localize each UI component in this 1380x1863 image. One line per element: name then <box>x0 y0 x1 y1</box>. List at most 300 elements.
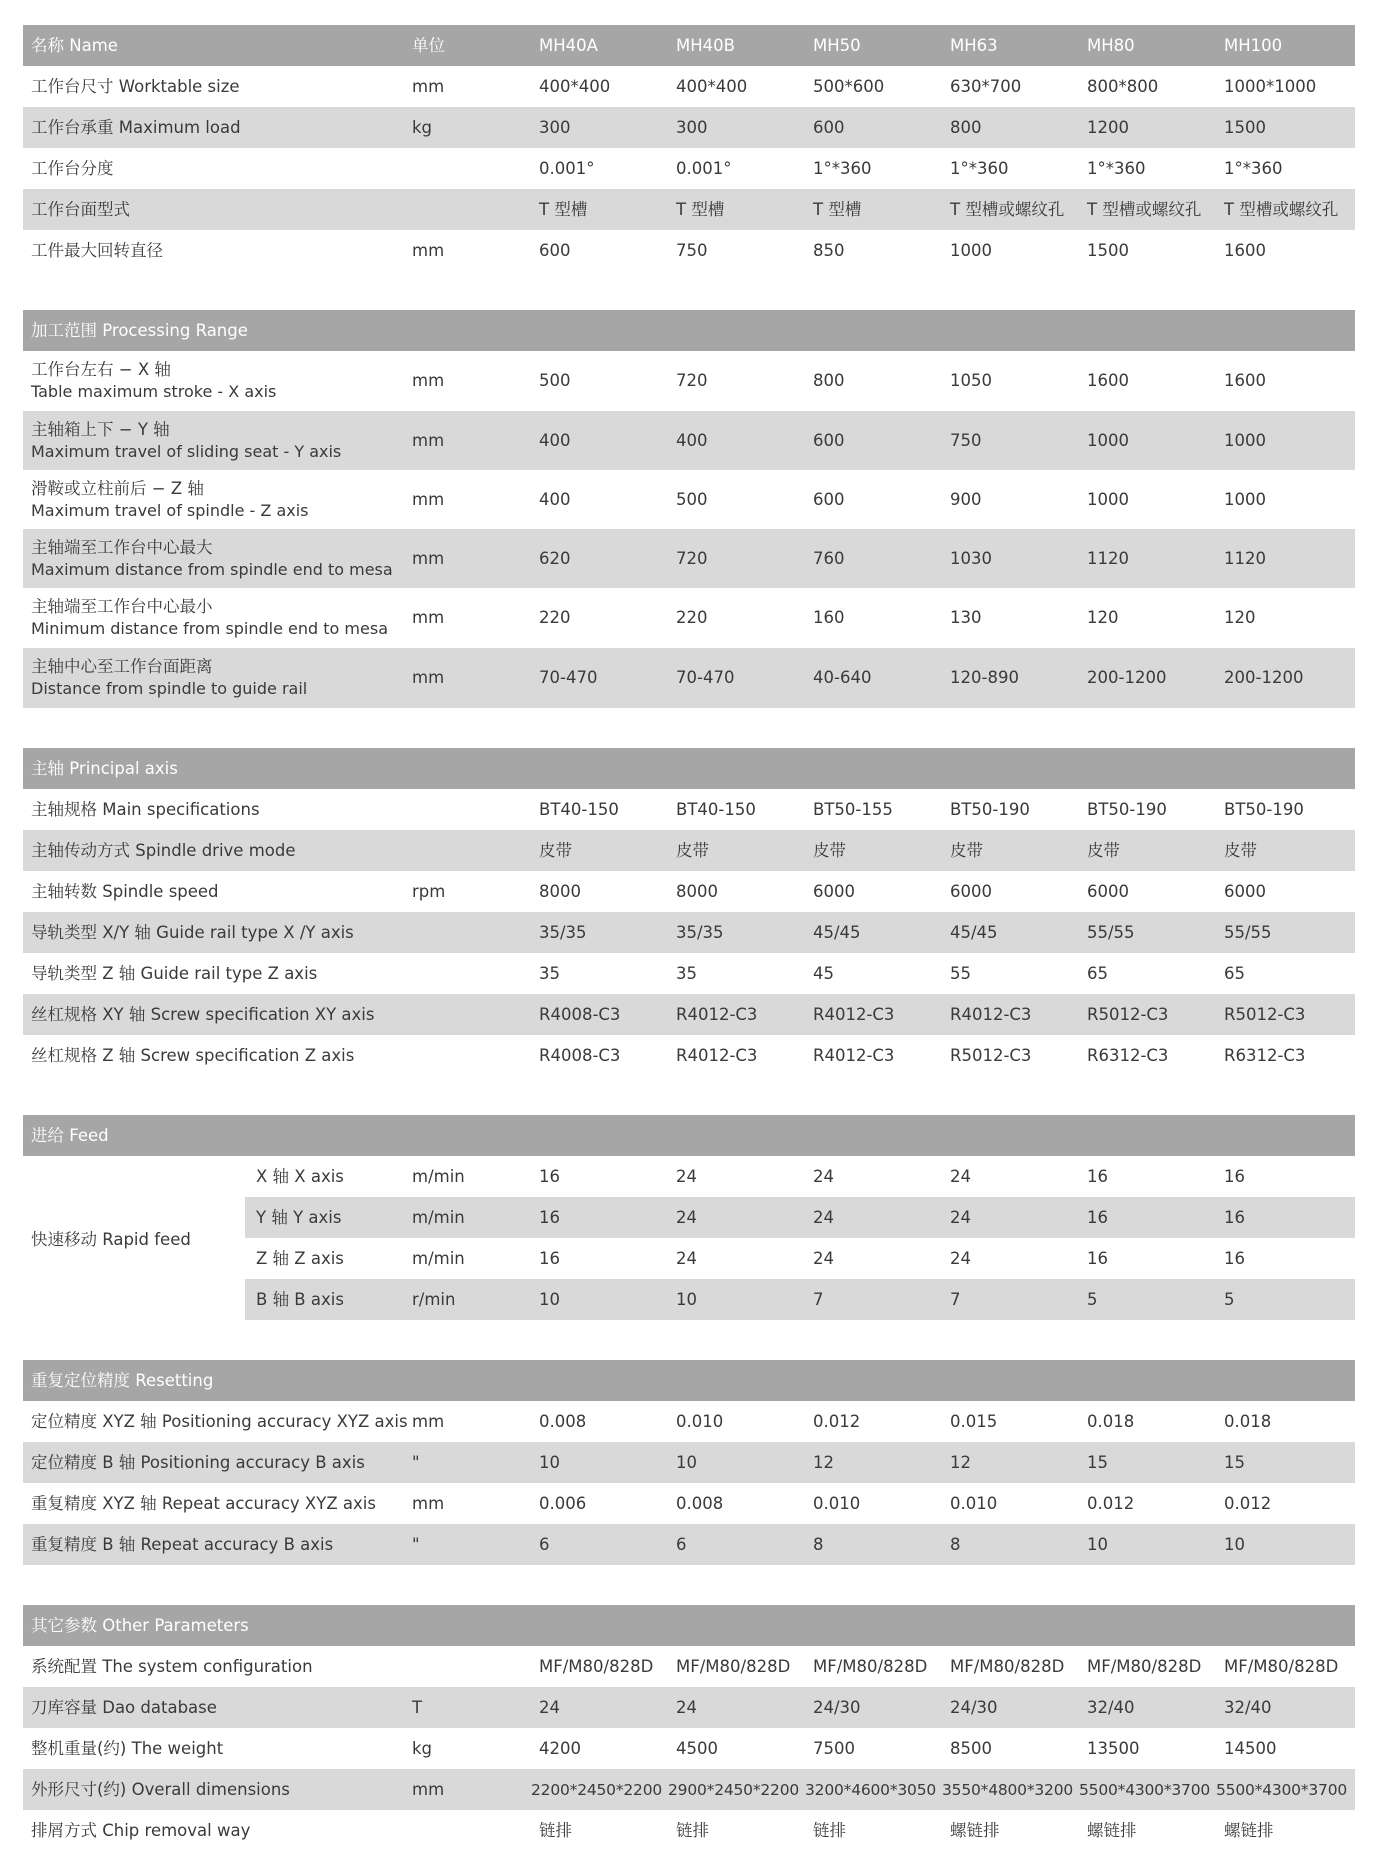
value-cell-text: 1030 <box>950 548 992 568</box>
value-cell <box>1087 1035 1168 1076</box>
value-cell <box>1087 1687 1135 1728</box>
param-label <box>31 529 393 589</box>
model-header <box>539 25 598 66</box>
value-cell-text: 40-640 <box>813 667 872 687</box>
value-cell <box>1087 1728 1140 1769</box>
value-cell <box>676 1279 697 1320</box>
value-cell <box>676 871 718 912</box>
value-cell-text: 10 <box>539 1289 560 1309</box>
value-cell-text: 70-470 <box>676 667 735 687</box>
value-cell-text: 130 <box>950 607 982 627</box>
value-cell-text: 12 <box>813 1452 834 1472</box>
value-cell <box>950 1401 997 1442</box>
table-row <box>23 1524 1355 1565</box>
unit-cell <box>412 411 444 471</box>
value-cell-text: 120-890 <box>950 667 1019 687</box>
value-cell-text: 45/45 <box>950 922 998 942</box>
value-cell-text: T 型槽或螺纹孔 <box>1087 199 1202 219</box>
value-cell-text: 1500 <box>1087 240 1129 260</box>
value-cell-text: 35/35 <box>676 922 724 942</box>
table-row <box>23 66 1355 107</box>
value-cell <box>1224 789 1304 830</box>
value-cell <box>1087 1810 1137 1851</box>
param-label-cn: 工作台尺寸 Worktable size <box>31 76 240 96</box>
value-cell <box>676 1035 757 1076</box>
value-cell <box>676 411 708 471</box>
section-title-text: 加工范围 Processing Range <box>31 320 248 340</box>
value-cell <box>1087 66 1158 107</box>
value-cell <box>950 789 1030 830</box>
table-row <box>23 1442 1355 1483</box>
param-label <box>31 1810 250 1851</box>
value-cell-text: 6000 <box>950 881 992 901</box>
value-cell <box>950 648 1019 708</box>
value-cell-text: 16 <box>1087 1166 1108 1186</box>
value-cell-text: 0.008 <box>676 1493 724 1513</box>
param-label-en: Table maximum stroke - X axis <box>31 381 277 401</box>
unit-cell-text: mm <box>412 76 445 96</box>
section-title-text: 重复定位精度 Resetting <box>31 1370 214 1390</box>
value-cell-text: BT50-155 <box>813 799 893 819</box>
value-cell <box>539 66 610 107</box>
value-cell <box>676 1442 697 1483</box>
value-cell <box>1224 1728 1277 1769</box>
table-row <box>23 648 1355 708</box>
value-cell <box>1087 830 1120 871</box>
value-cell <box>1087 1483 1134 1524</box>
value-cell-text: 螺链排 <box>950 1820 1000 1840</box>
value-cell <box>1087 1238 1108 1279</box>
model-header-text: MH80 <box>1087 35 1135 55</box>
param-label <box>31 411 341 471</box>
value-cell-text: 55/55 <box>1224 922 1272 942</box>
section-title-text: 其它参数 Other Parameters <box>31 1615 249 1635</box>
table-row <box>23 470 1355 530</box>
value-cell-text: 500 <box>676 489 708 509</box>
value-cell <box>813 1238 834 1279</box>
rapid-feed-label <box>23 1156 245 1320</box>
param-label <box>31 1687 217 1728</box>
value-cell-text: 24/30 <box>950 1697 998 1717</box>
value-cell <box>1087 189 1201 230</box>
value-cell <box>676 789 756 830</box>
value-cell <box>950 1035 1031 1076</box>
param-label-cn: 外形尺寸(约) Overall dimensions <box>31 1779 290 1799</box>
value-cell <box>1087 351 1129 411</box>
value-cell-text: 24 <box>813 1166 834 1186</box>
param-label-cn: 滑鞍或立柱前后 − Z 轴 <box>31 478 204 498</box>
unit-cell-text: mm <box>412 489 445 509</box>
value-cell <box>950 1524 961 1565</box>
value-cell <box>676 953 697 994</box>
value-cell <box>813 953 834 994</box>
table-row <box>23 1483 1355 1524</box>
value-cell <box>813 1197 834 1238</box>
value-cell <box>1087 411 1129 471</box>
value-cell <box>676 1646 790 1687</box>
value-cell-text: 1600 <box>1224 240 1266 260</box>
value-cell-text: 7 <box>813 1289 824 1309</box>
value-cell-text: 400 <box>539 430 571 450</box>
value-cell-text: 760 <box>813 548 845 568</box>
value-cell <box>813 470 845 530</box>
value-cell <box>539 1035 620 1076</box>
value-cell <box>539 1728 581 1769</box>
value-cell-text: BT40-150 <box>676 799 756 819</box>
model-header-text: MH63 <box>950 35 998 55</box>
value-cell-text: 65 <box>1224 963 1245 983</box>
value-cell-text: R4012-C3 <box>950 1004 1032 1024</box>
value-cell <box>539 351 571 411</box>
table-row <box>245 1156 1355 1197</box>
model-header <box>1224 25 1282 66</box>
value-cell <box>950 830 983 871</box>
param-label <box>31 871 219 912</box>
value-cell <box>1224 648 1303 708</box>
model-header-text: MH40A <box>539 35 598 55</box>
unit-cell <box>412 529 444 589</box>
value-cell-text: 1000*1000 <box>1224 76 1317 96</box>
value-cell-text: 24 <box>813 1248 834 1268</box>
value-cell-text: R4008-C3 <box>539 1045 621 1065</box>
value-cell <box>1224 1197 1245 1238</box>
value-cell-text: 55/55 <box>1087 922 1135 942</box>
value-cell-text: 1000 <box>1087 489 1129 509</box>
param-label-cn: 刀库容量 Dao database <box>31 1697 217 1717</box>
value-cell <box>950 912 998 953</box>
section-title <box>31 25 118 66</box>
value-cell-text: 24 <box>676 1697 697 1717</box>
param-label <box>31 1401 408 1442</box>
value-cell <box>539 411 571 471</box>
value-cell-text: 900 <box>950 489 982 509</box>
unit-cell <box>412 1238 465 1279</box>
value-cell <box>1087 912 1135 953</box>
value-cell-text: 5500*4300*3700 <box>1216 1780 1348 1799</box>
value-cell <box>539 1238 560 1279</box>
value-cell <box>676 148 732 189</box>
value-cell <box>813 830 846 871</box>
value-cell-text: 皮带 <box>813 840 846 860</box>
value-cell-text: 65 <box>1087 963 1108 983</box>
value-cell <box>1224 1442 1245 1483</box>
value-cell <box>539 470 571 530</box>
value-cell-text: 400 <box>539 489 571 509</box>
value-cell-text: 链排 <box>813 1820 846 1840</box>
section-title <box>31 310 248 351</box>
value-cell <box>1224 189 1338 230</box>
section-title <box>31 1115 109 1156</box>
model-header-text: MH100 <box>1224 35 1283 55</box>
value-cell-text: 600 <box>539 240 571 260</box>
value-cell-text: 16 <box>539 1207 560 1227</box>
param-label <box>31 470 309 530</box>
value-cell-text: 24/30 <box>813 1697 861 1717</box>
value-cell <box>1224 148 1283 189</box>
value-cell <box>676 1156 697 1197</box>
value-cell-text: 1000 <box>1087 430 1129 450</box>
section-header-other <box>23 1605 1355 1646</box>
value-cell <box>813 411 845 471</box>
value-cell-text: R4012-C3 <box>813 1004 895 1024</box>
value-cell-text: 120 <box>1224 607 1256 627</box>
value-cell-text: 24 <box>676 1166 697 1186</box>
value-cell-text: 32/40 <box>1224 1697 1272 1717</box>
value-cell-text: 7500 <box>813 1738 855 1758</box>
param-label-cn: 丝杠规格 Z 轴 Screw specification Z axis <box>31 1045 355 1065</box>
value-cell <box>813 529 845 589</box>
unit-cell <box>412 470 444 530</box>
value-cell <box>813 994 894 1035</box>
unit-cell-text: m/min <box>412 1166 465 1186</box>
value-cell-text: 16 <box>539 1248 560 1268</box>
value-cell <box>950 470 982 530</box>
param-label-cn: 重复精度 XYZ 轴 Repeat accuracy XYZ axis <box>31 1493 376 1513</box>
param-label <box>31 189 130 230</box>
value-cell-text: 1000 <box>1224 430 1266 450</box>
value-cell-text: 0.012 <box>1087 1493 1135 1513</box>
value-cell <box>950 351 992 411</box>
value-cell <box>1087 871 1129 912</box>
value-cell <box>676 648 734 708</box>
value-cell <box>1224 1156 1245 1197</box>
value-cell-text: BT50-190 <box>1087 799 1167 819</box>
value-cell-text: 0.008 <box>539 1411 587 1431</box>
value-cell-text: 4200 <box>539 1738 581 1758</box>
param-label-cn: 工件最大回转直径 <box>31 240 163 260</box>
table-row <box>23 912 1355 953</box>
value-cell <box>676 912 724 953</box>
value-cell-text: 链排 <box>676 1820 709 1840</box>
value-cell <box>950 994 1031 1035</box>
value-cell-text: 24 <box>950 1248 971 1268</box>
table-row <box>23 529 1355 589</box>
value-cell-text: 750 <box>676 240 708 260</box>
value-cell <box>676 1524 687 1565</box>
axis-label-text: B 轴 B axis <box>256 1289 344 1309</box>
value-cell-text: 链排 <box>539 1820 572 1840</box>
table-row <box>23 994 1355 1035</box>
value-cell <box>1224 470 1266 530</box>
value-cell <box>813 1279 824 1320</box>
param-label-cn: 主轴传动方式 Spindle drive mode <box>31 840 296 860</box>
value-cell <box>1087 107 1129 148</box>
unit-cell-text: m/min <box>412 1207 465 1227</box>
unit-cell-text: kg <box>412 1738 433 1758</box>
value-cell <box>950 1238 971 1279</box>
value-cell-text: R6312-C3 <box>1224 1045 1306 1065</box>
value-cell <box>813 351 845 411</box>
value-cell-text: 0.006 <box>539 1493 587 1513</box>
value-cell <box>1224 351 1266 411</box>
section-title <box>31 1360 213 1401</box>
param-label-cn: 主轴端至工作台中心最小 <box>31 596 213 616</box>
param-label-en: Distance from spindle to guide rail <box>31 678 308 698</box>
value-cell-text: 600 <box>813 489 845 509</box>
value-cell-text: 0.018 <box>1224 1411 1272 1431</box>
value-cell-text: 16 <box>539 1166 560 1186</box>
table-row <box>23 830 1355 871</box>
param-label-en: Maximum travel of sliding seat - Y axis <box>31 441 342 461</box>
unit-cell <box>412 648 444 708</box>
value-cell-text: 皮带 <box>676 840 709 860</box>
value-cell <box>539 1197 560 1238</box>
value-cell-text: 16 <box>1224 1166 1245 1186</box>
value-cell <box>813 1646 927 1687</box>
value-cell <box>950 1197 971 1238</box>
unit-cell <box>412 1483 444 1524</box>
unit-cell-text: kg <box>412 117 433 137</box>
value-cell-text: 8 <box>950 1534 961 1554</box>
value-cell-text: 0.015 <box>950 1411 998 1431</box>
param-label <box>31 588 388 648</box>
value-cell-text: 16 <box>1224 1248 1245 1268</box>
value-cell <box>539 529 571 589</box>
unit-cell <box>412 1197 465 1238</box>
value-cell-text: BT50-190 <box>1224 799 1304 819</box>
value-cell <box>539 1646 653 1687</box>
value-cell <box>676 588 708 648</box>
value-cell <box>1224 588 1256 648</box>
value-cell <box>1087 789 1167 830</box>
unit-cell <box>412 1401 444 1442</box>
axis-label <box>256 1197 341 1238</box>
param-label-cn: 整机重量(约) The weight <box>31 1738 224 1758</box>
param-label-cn: 排屑方式 Chip removal way <box>31 1820 251 1840</box>
param-label-cn: 主轴箱上下 − Y 轴 <box>31 419 170 439</box>
value-cell-text: 800 <box>950 117 982 137</box>
value-cell <box>1216 1769 1347 1810</box>
table-row <box>23 1646 1355 1687</box>
section-title-text: 名称 Name <box>31 35 118 55</box>
value-cell-text: 2200*2450*2200 <box>531 1780 663 1799</box>
value-cell <box>813 1810 846 1851</box>
unit-cell <box>412 1156 465 1197</box>
value-cell-text: 1°*360 <box>1087 158 1146 178</box>
unit-cell <box>412 1524 420 1565</box>
unit-cell <box>412 66 444 107</box>
value-cell-text: 16 <box>1224 1207 1245 1227</box>
value-cell-text: 1120 <box>1087 548 1129 568</box>
param-label-en: Minimum distance from spindle end to mesa <box>31 618 388 638</box>
param-label-en: Maximum travel of spindle - Z axis <box>31 500 309 520</box>
value-cell-text: 1050 <box>950 370 992 390</box>
value-cell-text: 630*700 <box>950 76 1022 96</box>
param-label-cn: 工作台承重 Maximum load <box>31 117 241 137</box>
value-cell-text: R5012-C3 <box>950 1045 1032 1065</box>
value-cell-text: 750 <box>950 430 982 450</box>
value-cell <box>1087 529 1129 589</box>
unit-cell <box>412 1442 420 1483</box>
value-cell-text: 220 <box>539 607 571 627</box>
value-cell <box>539 1524 550 1565</box>
value-cell <box>676 994 757 1035</box>
value-cell-text: R4012-C3 <box>813 1045 895 1065</box>
value-cell <box>950 411 982 471</box>
value-cell-text: 0.012 <box>813 1411 861 1431</box>
param-label <box>31 1769 290 1810</box>
unit-cell <box>412 1728 432 1769</box>
param-label-cn: 主轴规格 Main specifications <box>31 799 260 819</box>
value-cell-text: 55 <box>950 963 971 983</box>
table-row <box>23 411 1355 471</box>
param-label <box>31 230 163 271</box>
value-cell-text: 35 <box>676 963 697 983</box>
param-label <box>31 953 317 994</box>
value-cell-text: 6000 <box>1087 881 1129 901</box>
value-cell-text: 皮带 <box>1087 840 1120 860</box>
value-cell-text: 300 <box>676 117 708 137</box>
value-cell-text: 8000 <box>676 881 718 901</box>
value-cell-text: MF/M80/828D <box>813 1656 928 1676</box>
value-cell <box>1087 148 1146 189</box>
value-cell <box>813 912 861 953</box>
value-cell <box>813 789 893 830</box>
value-cell-text: 1200 <box>1087 117 1129 137</box>
value-cell <box>539 148 595 189</box>
value-cell <box>676 1687 697 1728</box>
unit-cell-text: mm <box>412 430 445 450</box>
value-cell <box>1224 871 1266 912</box>
value-cell-text: 70-470 <box>539 667 598 687</box>
value-cell <box>1087 1401 1134 1442</box>
unit-cell-text: mm <box>412 548 445 568</box>
value-cell <box>813 871 855 912</box>
param-label-cn: 导轨类型 X/Y 轴 Guide rail type X /Y axis <box>31 922 354 942</box>
value-cell-text: 1°*360 <box>1224 158 1283 178</box>
value-cell <box>676 1197 697 1238</box>
unit-cell-text: mm <box>412 607 445 627</box>
value-cell-text: 1600 <box>1224 370 1266 390</box>
value-cell <box>539 1483 586 1524</box>
table-row <box>245 1279 1355 1320</box>
value-cell <box>950 1156 971 1197</box>
value-cell <box>1224 1483 1271 1524</box>
value-cell-text: 15 <box>1224 1452 1245 1472</box>
value-cell-text: MF/M80/828D <box>950 1656 1065 1676</box>
value-cell <box>1224 1035 1305 1076</box>
value-cell-text: T 型槽 <box>539 199 588 219</box>
value-cell <box>1224 66 1316 107</box>
value-cell <box>676 1483 723 1524</box>
value-cell-text: 14500 <box>1224 1738 1277 1758</box>
value-cell-text: 800*800 <box>1087 76 1159 96</box>
value-cell-text: 8000 <box>539 881 581 901</box>
value-cell <box>1087 953 1108 994</box>
value-cell <box>1224 1401 1271 1442</box>
param-label-cn: 主轴端至工作台中心最大 <box>31 537 213 557</box>
value-cell-text: 850 <box>813 240 845 260</box>
value-cell <box>813 1728 855 1769</box>
table-row <box>23 789 1355 830</box>
unit-cell-text: mm <box>412 1411 445 1431</box>
param-label-cn: 主轴中心至工作台面距离 <box>31 656 213 676</box>
value-cell-text: 10 <box>1087 1534 1108 1554</box>
value-cell <box>1087 648 1166 708</box>
unit-cell-text: mm <box>412 667 445 687</box>
value-cell <box>813 588 845 648</box>
value-cell-text: R5012-C3 <box>1087 1004 1169 1024</box>
value-cell-text: 400*400 <box>539 76 611 96</box>
value-cell <box>676 1810 709 1851</box>
value-cell <box>1224 411 1266 471</box>
value-cell <box>950 230 992 271</box>
table-row <box>23 1769 1355 1810</box>
value-cell <box>676 1728 718 1769</box>
value-cell-text: 720 <box>676 370 708 390</box>
table-row <box>245 1238 1355 1279</box>
value-cell <box>539 830 572 871</box>
